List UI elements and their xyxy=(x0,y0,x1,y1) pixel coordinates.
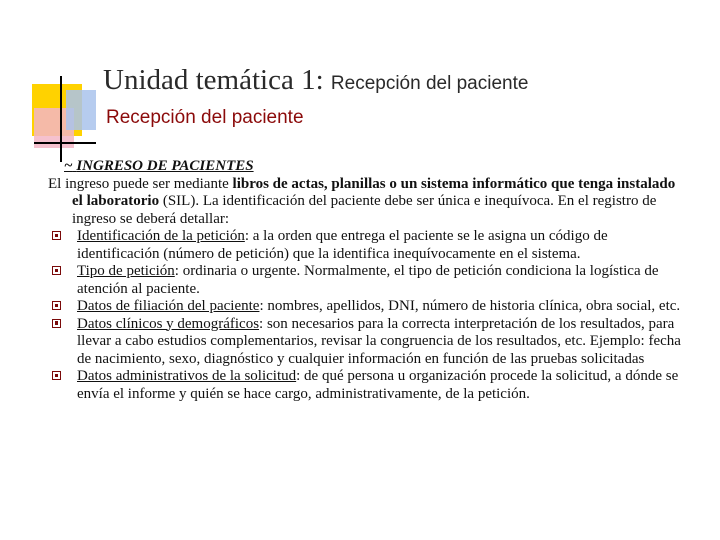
decorative-horizontal-line xyxy=(34,142,96,144)
bullet-term: Identificación de la petición xyxy=(77,228,245,244)
list-item xyxy=(48,316,688,369)
decorative-vertical-line xyxy=(60,76,62,162)
intro-post: (SIL). La identificación del paciente debe ser única e inequívoca. En el registro de ingreso se deberá detallar: xyxy=(72,193,657,227)
bullet-term: Datos de filiación del paciente xyxy=(77,298,260,314)
list-item xyxy=(48,263,688,298)
intro-pre: El ingreso puede ser mediante xyxy=(48,175,233,192)
intro-bold: libros de actas, planillas o un sistema informático que tenga instalado el laboratorio xyxy=(72,175,676,209)
list-item xyxy=(48,228,688,263)
square-bullet-icon xyxy=(52,231,61,240)
decorative-blue-square xyxy=(66,90,96,130)
square-bullet-icon xyxy=(52,371,61,380)
square-bullet-icon xyxy=(52,301,61,310)
bullet-term: Datos clínicos y demográficos xyxy=(77,315,260,332)
title-main: Unidad temática 1: xyxy=(103,64,324,96)
bullet-text: : nombres, apellidos, DNI, número de historia clínica, obra social, etc. xyxy=(259,298,681,314)
bullet-term: Tipo de petición xyxy=(77,263,175,279)
list-item xyxy=(48,368,688,403)
list-item xyxy=(48,298,688,316)
bullet-text: : son necesarios para la correcta interpretación de los resultados, para llevar a cabo estudios complementarios, revisar la congruencia de los resultados, etc. Ejemplo: fecha de nacimiento, sexo, diagnóstico y cualquier información en función de las pruebas solicitadas xyxy=(77,315,681,367)
slide-title xyxy=(103,64,528,97)
section-prefix: ~ xyxy=(64,158,73,174)
title-sub: Recepción del paciente xyxy=(330,73,529,94)
intro-paragraph xyxy=(48,176,688,229)
square-bullet-icon xyxy=(52,319,61,328)
square-bullet-icon xyxy=(52,266,61,275)
section-heading-text: INGRESO DE PACIENTES xyxy=(76,158,254,174)
bullet-term: Datos administrativos de la solicitud xyxy=(77,368,297,384)
content-body xyxy=(48,158,688,403)
bullet-text: : ordinaria o urgente. Normalmente, el tipo de petición condiciona la logística de atención al paciente. xyxy=(77,263,659,297)
bullet-text: : a la orden que entrega el paciente se le asigna un código de identificación (número de petición) que la identifica inequívocamente en el sistema. xyxy=(77,228,608,262)
section-heading xyxy=(64,158,688,176)
bullet-text: : de qué persona u organización procede la solicitud, a dónde se envía el informe y quién se hace cargo, administrativamente, de la petición. xyxy=(77,368,679,402)
slide-subtitle: Recepción del paciente xyxy=(106,107,304,128)
